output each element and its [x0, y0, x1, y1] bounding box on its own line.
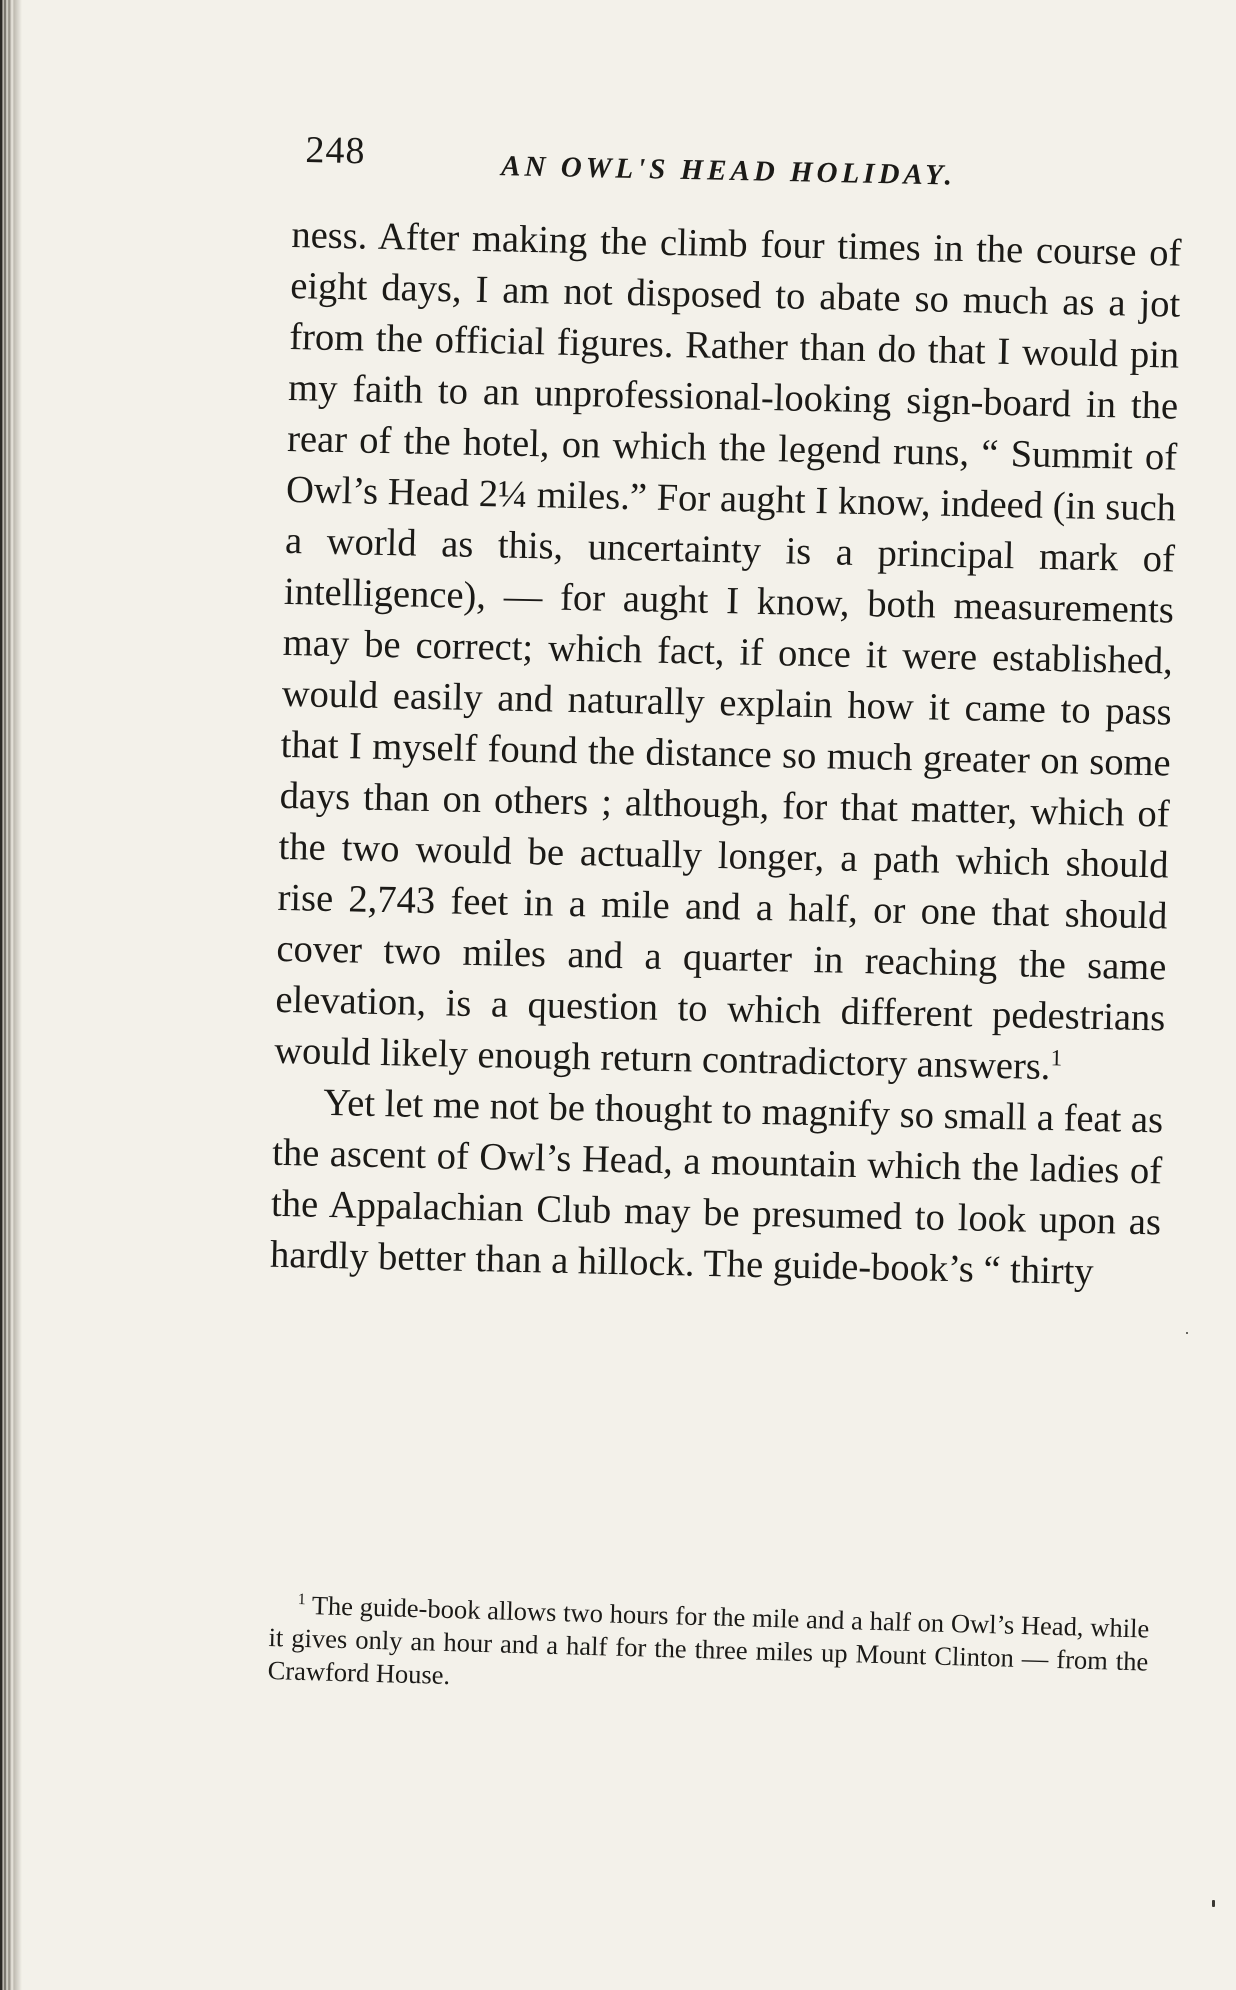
footnote-reference: 1 — [1050, 1044, 1063, 1071]
paragraph-2: Yet let me not be thought to magnify so small a feat as the ascent of Owl’s Head, a mountain which the ladies of the Appalachian Club may be presumed to look upon as hardly better than a hillock. The guide-book’s “ thirty — [269, 1081, 1164, 1294]
paragraph-1-text: ness. After making the climb four times in the course of eight days, I am not disposed to abate so much as a jot from the official figures. Rather than do that I would pin my faith to an unprofessional-looking sign-board in the rear of the hotel, on which the legend runs, “ Summit of Owl’s Head 2¼ miles.” For aught I know, indeed (in such a world as this, uncertainty is a principal mark of intelligence), — for aught I know, both measurements may be correct; which fact, if once it were established, would easily and naturally explain how it came to pass that I myself found the distance so much greater on some days than on others ; although, for that matter, which of the two would be actually longer, a path which should rise 2,743 feet in a mile and a half, or one that should cover two miles and a quarter in reaching the same elevation, is a question to which different pedestrians would likely enough return contradictory answers. — [273, 213, 1182, 1089]
footnote — [267, 1588, 1149, 1712]
running-title: AN OWL'S HEAD HOLIDAY. — [500, 150, 957, 192]
paragraph-1 — [274, 210, 1182, 1095]
ink-speck — [1186, 1332, 1188, 1334]
footnote-text: The guide-book allows two hours for the mile and a half on Owl’s Head, while it gives only an hour and a half for the three miles up Mount Clinton — from the Crawford House. — [267, 1590, 1150, 1691]
body-text — [270, 210, 1182, 1299]
footnote-marker: 1 — [297, 1590, 306, 1609]
page-header — [305, 128, 1006, 203]
ink-speck — [1212, 1900, 1215, 1907]
page-number: 248 — [305, 128, 366, 173]
